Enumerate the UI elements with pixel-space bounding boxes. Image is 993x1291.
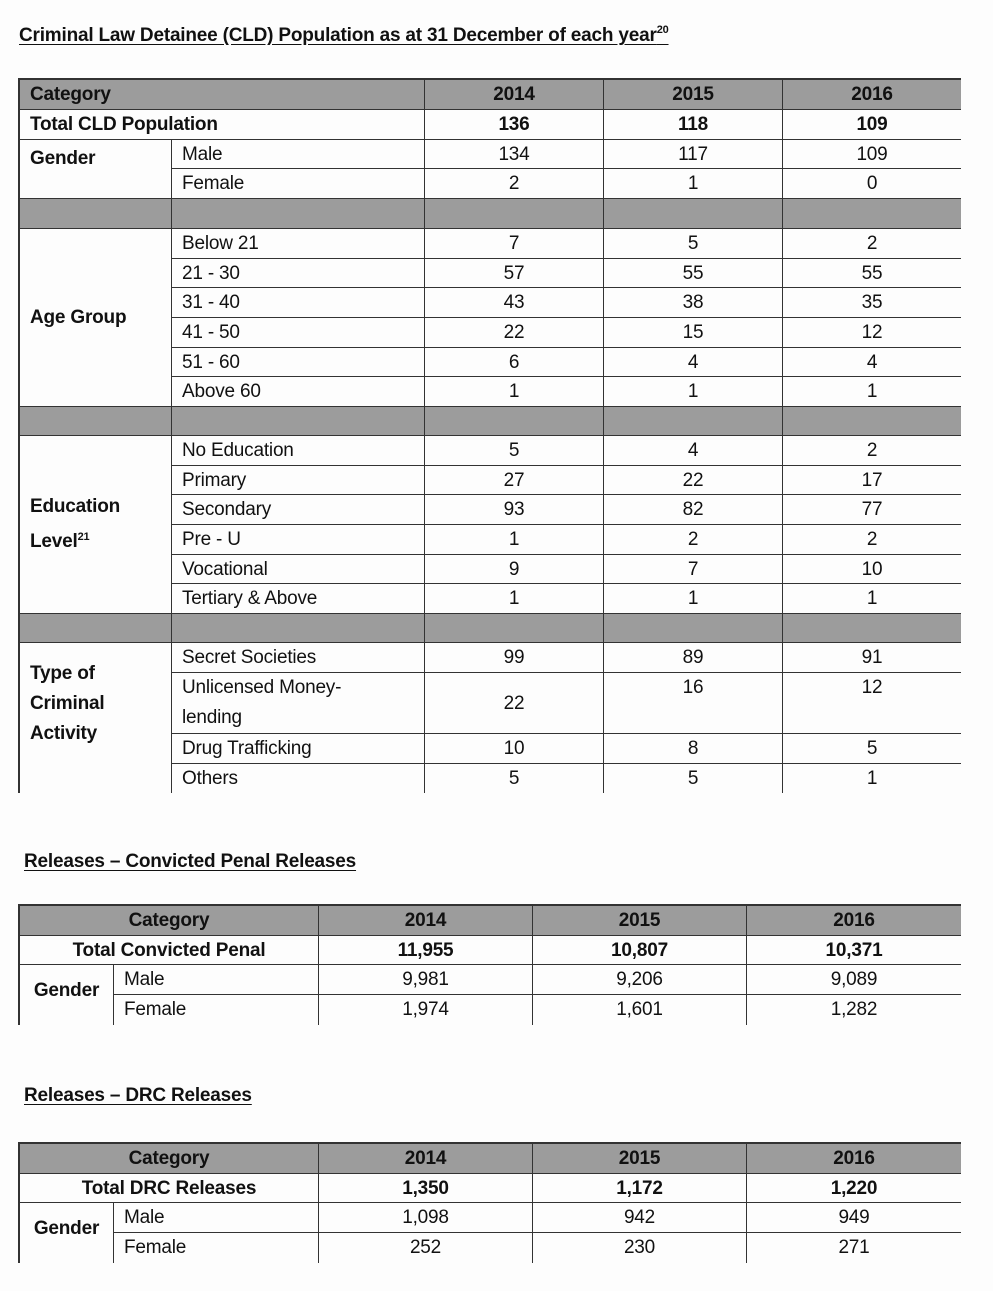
row-value: 17 bbox=[783, 466, 961, 495]
row-label: Female bbox=[172, 169, 425, 199]
total-label: Total Convicted Penal bbox=[20, 936, 319, 965]
separator-row bbox=[425, 614, 604, 643]
row-value: 10 bbox=[783, 555, 961, 584]
header-category: Category bbox=[20, 906, 319, 936]
row-label: Female bbox=[114, 1233, 319, 1263]
row-label: Male bbox=[114, 1203, 319, 1233]
row-value: 27 bbox=[425, 466, 604, 495]
total-value: 118 bbox=[604, 110, 783, 140]
header-year-2015: 2015 bbox=[533, 906, 747, 936]
footnote-marker: 20 bbox=[656, 24, 669, 36]
row-value: 7 bbox=[425, 229, 604, 259]
total-value: 109 bbox=[783, 110, 961, 140]
separator-row bbox=[172, 199, 425, 229]
row-value: 16 bbox=[604, 673, 783, 734]
separator-row bbox=[20, 614, 172, 643]
row-value: 134 bbox=[425, 140, 604, 169]
row-value: 82 bbox=[604, 495, 783, 525]
drc-releases-table bbox=[18, 1142, 961, 1263]
row-value: 2 bbox=[783, 229, 961, 259]
separator-row bbox=[425, 199, 604, 229]
header-year-2016: 2016 bbox=[783, 80, 961, 110]
footnote-marker: 21 bbox=[77, 531, 90, 543]
header-category: Category bbox=[20, 80, 425, 110]
total-label: Total DRC Releases bbox=[20, 1174, 319, 1203]
row-label: Tertiary & Above bbox=[172, 584, 425, 614]
row-value: 1 bbox=[604, 584, 783, 614]
row-label: 31 - 40 bbox=[172, 288, 425, 318]
row-value: 15 bbox=[604, 318, 783, 348]
row-value: 77 bbox=[783, 495, 961, 525]
row-value: 230 bbox=[533, 1233, 747, 1263]
separator-row bbox=[783, 407, 961, 436]
header-category: Category bbox=[20, 1144, 319, 1174]
row-value: 93 bbox=[425, 495, 604, 525]
row-value: 271 bbox=[747, 1233, 961, 1263]
header-year-2015: 2015 bbox=[604, 80, 783, 110]
row-value: 2 bbox=[783, 525, 961, 555]
row-value: 1 bbox=[425, 584, 604, 614]
convicted-penal-releases-table bbox=[18, 904, 961, 1025]
row-value: 109 bbox=[783, 140, 961, 169]
cld-title-text: Criminal Law Detainee (CLD) Population as at 31 December of each year bbox=[19, 25, 657, 46]
group-label-gender: Gender bbox=[20, 965, 114, 1025]
row-label: Pre - U bbox=[172, 525, 425, 555]
row-label: Female bbox=[114, 995, 319, 1025]
row-value: 8 bbox=[604, 734, 783, 764]
total-value: 1,220 bbox=[747, 1174, 961, 1203]
total-value: 1,172 bbox=[533, 1174, 747, 1203]
separator-row bbox=[425, 407, 604, 436]
row-value: 4 bbox=[783, 348, 961, 377]
row-value: 57 bbox=[425, 259, 604, 288]
separator-row bbox=[20, 407, 172, 436]
row-value: 5 bbox=[604, 229, 783, 259]
group-label-type-of-criminal-activity: Type of Criminal Activity bbox=[20, 643, 172, 793]
separator-row bbox=[604, 199, 783, 229]
header-year-2014: 2014 bbox=[319, 906, 533, 936]
row-label: No Education bbox=[172, 436, 425, 466]
row-value: 9 bbox=[425, 555, 604, 584]
row-value: 22 bbox=[425, 318, 604, 348]
separator-row bbox=[783, 614, 961, 643]
row-value: 89 bbox=[604, 643, 783, 673]
row-value: 2 bbox=[425, 169, 604, 199]
row-value: 7 bbox=[604, 555, 783, 584]
row-value: 22 bbox=[425, 673, 604, 734]
total-value: 10,371 bbox=[747, 936, 961, 965]
separator-row bbox=[783, 199, 961, 229]
row-value: 5 bbox=[604, 764, 783, 793]
row-value: 2 bbox=[604, 525, 783, 555]
row-value: 1,282 bbox=[747, 995, 961, 1025]
separator-row bbox=[172, 407, 425, 436]
header-year-2014: 2014 bbox=[425, 80, 604, 110]
row-value: 2 bbox=[783, 436, 961, 466]
row-label: Above 60 bbox=[172, 377, 425, 407]
row-value: 1 bbox=[604, 169, 783, 199]
row-label: Unlicensed Money-lending bbox=[172, 673, 425, 734]
row-label: Drug Trafficking bbox=[172, 734, 425, 764]
cld-section-title bbox=[19, 24, 669, 47]
separator-row bbox=[20, 199, 172, 229]
group-label-education-level bbox=[20, 436, 172, 614]
total-value: 10,807 bbox=[533, 936, 747, 965]
row-value: 5 bbox=[425, 436, 604, 466]
row-label: Male bbox=[114, 965, 319, 995]
row-value: 38 bbox=[604, 288, 783, 318]
group-label-age-group: Age Group bbox=[20, 229, 172, 407]
row-value: 1 bbox=[783, 764, 961, 793]
row-value: 1,601 bbox=[533, 995, 747, 1025]
row-label: Below 21 bbox=[172, 229, 425, 259]
row-label: 51 - 60 bbox=[172, 348, 425, 377]
row-value: 0 bbox=[783, 169, 961, 199]
row-value: 5 bbox=[783, 734, 961, 764]
row-value: 9,206 bbox=[533, 965, 747, 995]
row-label: 41 - 50 bbox=[172, 318, 425, 348]
row-value: 91 bbox=[783, 643, 961, 673]
row-label: Vocational bbox=[172, 555, 425, 584]
separator-row bbox=[604, 407, 783, 436]
row-value: 22 bbox=[604, 466, 783, 495]
row-label: Secondary bbox=[172, 495, 425, 525]
row-value: 55 bbox=[604, 259, 783, 288]
row-value: 1,974 bbox=[319, 995, 533, 1025]
row-label: Primary bbox=[172, 466, 425, 495]
header-year-2016: 2016 bbox=[747, 906, 961, 936]
row-value: 9,089 bbox=[747, 965, 961, 995]
row-value: 1 bbox=[604, 377, 783, 407]
group-label-gender: Gender bbox=[20, 140, 172, 199]
header-year-2016: 2016 bbox=[747, 1144, 961, 1174]
drc-section-title: Releases – DRC Releases bbox=[24, 1085, 252, 1106]
row-value: 1 bbox=[783, 584, 961, 614]
group-label-gender: Gender bbox=[20, 1203, 114, 1263]
row-value: 55 bbox=[783, 259, 961, 288]
row-value: 117 bbox=[604, 140, 783, 169]
row-label: Others bbox=[172, 764, 425, 793]
row-value: 12 bbox=[783, 673, 961, 734]
row-value: 1,098 bbox=[319, 1203, 533, 1233]
row-value: 1 bbox=[783, 377, 961, 407]
separator-row bbox=[172, 614, 425, 643]
row-value: 12 bbox=[783, 318, 961, 348]
row-value: 4 bbox=[604, 436, 783, 466]
cld-population-table bbox=[18, 78, 961, 793]
total-value: 136 bbox=[425, 110, 604, 140]
group-label-text: Education Level bbox=[30, 496, 121, 552]
row-label: Male bbox=[172, 140, 425, 169]
row-value: 35 bbox=[783, 288, 961, 318]
row-value: 9,981 bbox=[319, 965, 533, 995]
separator-row bbox=[604, 614, 783, 643]
row-value: 6 bbox=[425, 348, 604, 377]
row-value: 10 bbox=[425, 734, 604, 764]
total-label: Total CLD Population bbox=[20, 110, 425, 140]
row-value: 1 bbox=[425, 377, 604, 407]
total-value: 1,350 bbox=[319, 1174, 533, 1203]
row-value: 4 bbox=[604, 348, 783, 377]
header-year-2015: 2015 bbox=[533, 1144, 747, 1174]
row-value: 5 bbox=[425, 764, 604, 793]
row-value: 949 bbox=[747, 1203, 961, 1233]
row-label: Secret Societies bbox=[172, 643, 425, 673]
header-year-2014: 2014 bbox=[319, 1144, 533, 1174]
row-value: 43 bbox=[425, 288, 604, 318]
penal-section-title: Releases – Convicted Penal Releases bbox=[24, 851, 357, 872]
row-value: 1 bbox=[425, 525, 604, 555]
row-label: 21 - 30 bbox=[172, 259, 425, 288]
row-value: 942 bbox=[533, 1203, 747, 1233]
row-value: 99 bbox=[425, 643, 604, 673]
row-value: 252 bbox=[319, 1233, 533, 1263]
total-value: 11,955 bbox=[319, 936, 533, 965]
